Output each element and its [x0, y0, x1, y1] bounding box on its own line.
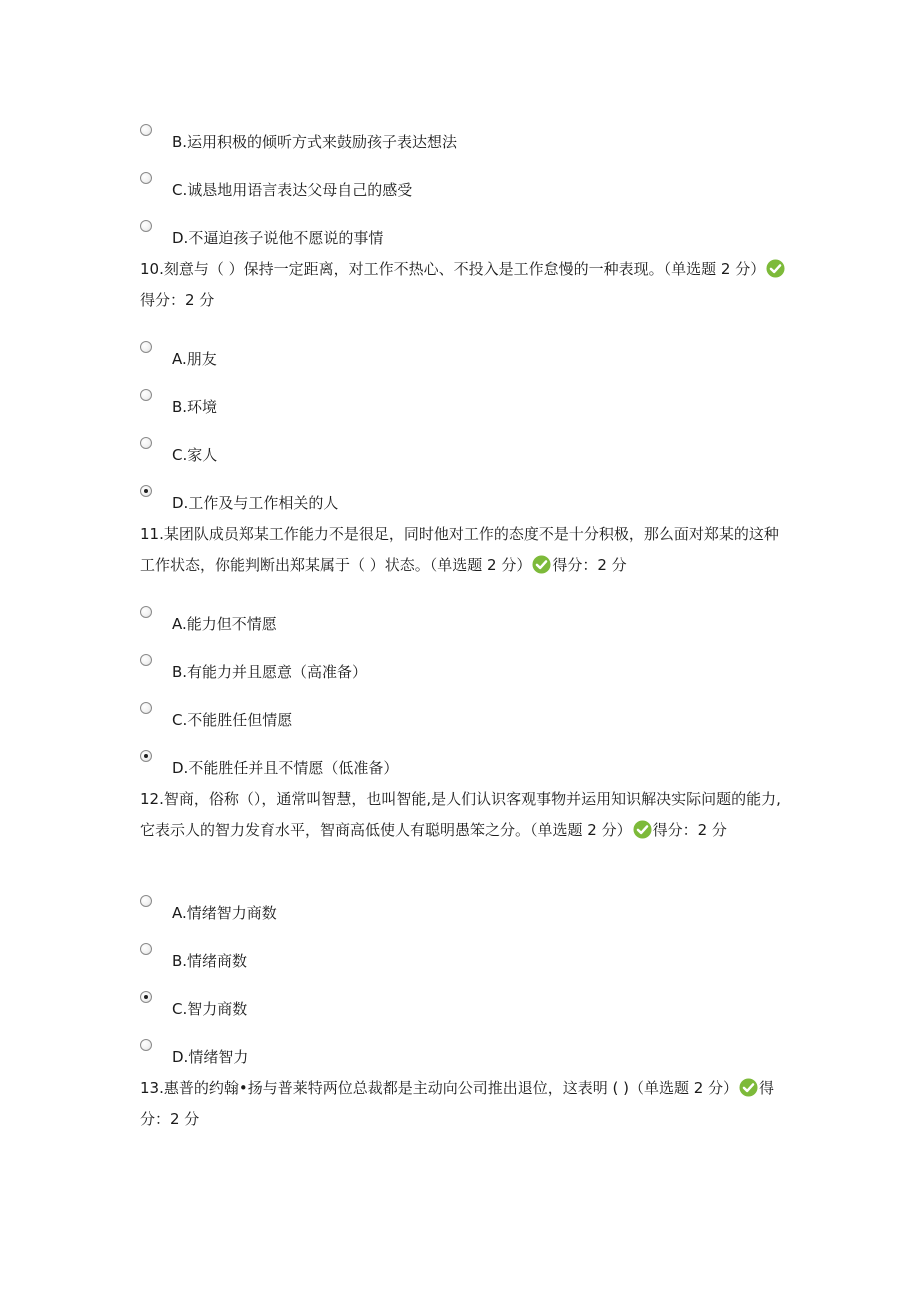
radio-button-icon[interactable] — [140, 991, 152, 1003]
q11-option-b[interactable] — [140, 654, 840, 694]
option-label: C.不能胜任但情愿 — [172, 711, 293, 729]
q12-option-a[interactable] — [140, 895, 840, 935]
q10-option-a[interactable] — [140, 341, 840, 381]
score-text: 得分：2 分 — [140, 1079, 775, 1128]
option-label: B.运用积极的倾听方式来鼓励孩子表达想法 — [172, 133, 458, 151]
option-label: B.有能力并且愿意（高准备） — [172, 663, 368, 681]
option-label: B.情绪商数 — [172, 952, 248, 970]
option-label: C.诚恳地用语言表达父母自己的感受 — [172, 181, 413, 199]
q9-option-b[interactable] — [140, 124, 840, 164]
radio-button-icon[interactable] — [140, 606, 152, 618]
option-label: C.家人 — [172, 446, 218, 464]
question-text: 某团队成员郑某工作能力不是很足，同时他对工作的态度不是十分积极，那么面对郑某的这种工作状态，你能判断出郑某属于（ ）状态。（单选题 2 分） — [140, 525, 779, 574]
score-text: 得分：2 分 — [552, 556, 627, 574]
radio-button-icon[interactable] — [140, 437, 152, 449]
option-label: D.不逼迫孩子说他不愿说的事情 — [172, 229, 384, 247]
radio-button-icon[interactable] — [140, 895, 152, 907]
q10-option-c[interactable] — [140, 437, 840, 477]
radio-button-icon[interactable] — [140, 389, 152, 401]
radio-button-icon[interactable] — [140, 172, 152, 184]
q9-option-c[interactable] — [140, 172, 840, 212]
question-number: 13. — [140, 1079, 164, 1097]
option-label: D.不能胜任并且不情愿（低准备） — [172, 759, 399, 777]
question-12 — [140, 784, 790, 846]
question-number: 10. — [140, 260, 164, 278]
radio-button-icon[interactable] — [140, 1039, 152, 1051]
option-label: B.环境 — [172, 398, 218, 416]
radio-button-icon[interactable] — [140, 943, 152, 955]
question-text: 智商，俗称（），通常叫智慧，也叫智能,是人们认识客观事物并运用知识解决实际问题的能力,它表示人的智力发育水平，智商高低使人有聪明愚笨之分。（单选题 2 分） — [140, 790, 781, 839]
q12-option-b[interactable] — [140, 943, 840, 983]
option-label: D.情绪智力 — [172, 1048, 249, 1066]
question-11 — [140, 519, 790, 581]
score-text: 得分：2 分 — [652, 821, 727, 839]
score-text: 得分：2 分 — [140, 291, 215, 309]
check-circle-icon — [766, 259, 785, 278]
radio-button-icon[interactable] — [140, 124, 152, 136]
radio-button-icon[interactable] — [140, 485, 152, 497]
question-text: 刻意与（ ）保持一定距离，对工作不热心、不投入是工作怠慢的一种表现。（单选题 2 分） — [163, 260, 766, 278]
radio-button-icon[interactable] — [140, 654, 152, 666]
radio-button-icon[interactable] — [140, 702, 152, 714]
radio-button-icon[interactable] — [140, 750, 152, 762]
q11-option-a[interactable] — [140, 606, 840, 646]
radio-button-icon[interactable] — [140, 341, 152, 353]
option-label: A.能力但不情愿 — [172, 615, 277, 633]
check-circle-icon — [739, 1078, 758, 1097]
q10-option-b[interactable] — [140, 389, 840, 429]
q11-option-c[interactable] — [140, 702, 840, 742]
check-circle-icon — [633, 820, 652, 839]
option-label: A.朋友 — [172, 350, 217, 368]
check-circle-icon — [532, 555, 551, 574]
question-13 — [140, 1073, 790, 1135]
radio-button-icon[interactable] — [140, 220, 152, 232]
option-label: A.情绪智力商数 — [172, 904, 277, 922]
q12-option-c[interactable] — [140, 991, 840, 1031]
option-label: C.智力商数 — [172, 1000, 248, 1018]
question-10 — [140, 254, 790, 316]
option-label: D.工作及与工作相关的人 — [172, 494, 339, 512]
question-number: 12. — [140, 790, 164, 808]
question-number: 11. — [140, 525, 164, 543]
question-text: 惠普的约翰•扬与普莱特两位总裁都是主动向公司推出退位，这表明 ( )（单选题 2 分） — [163, 1079, 739, 1097]
